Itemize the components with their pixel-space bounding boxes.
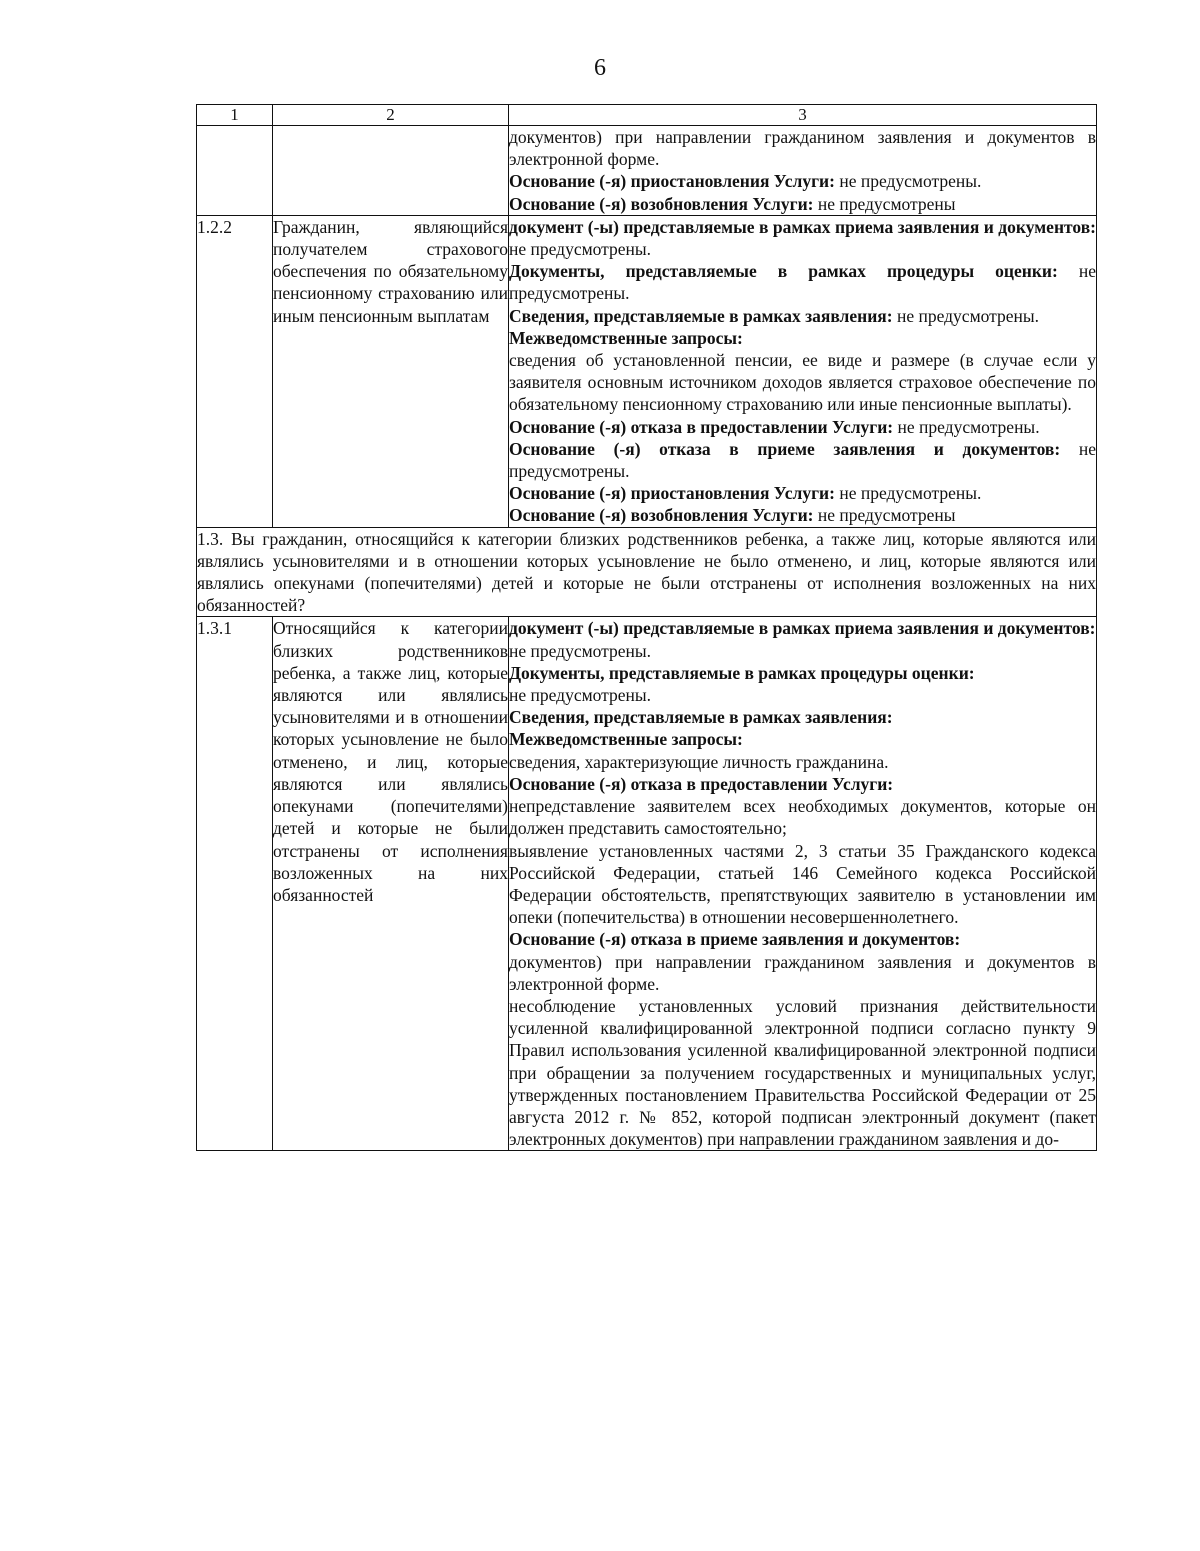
detail-paragraph: Документы, представляемые в рамках процедуры оценки: не предусмотрены. bbox=[509, 261, 1096, 304]
detail-paragraph: Основание (-я) возобновления Услуги: не предусмотрены bbox=[509, 505, 956, 526]
column-header-3: 3 bbox=[509, 105, 1097, 126]
detail-paragraph: выявление установленных частями 2, 3 статьи 35 Гражданского кодекса Российской Федерации, статьей 146 Семейного кодекса Российской Федерации обстоятельств, препятствующих заявителю в установлении им опеки (попечительства) в отношении несовершеннолетнего. bbox=[509, 840, 1096, 928]
page-number: 6 bbox=[594, 55, 606, 81]
detail-paragraph: Основание (-я) отказа в приеме заявления и документов: не предусмотрены. bbox=[509, 438, 1096, 482]
table-row-question-1-3 bbox=[197, 527, 1097, 617]
detail-paragraph: сведения, характеризующие личность гражданина. bbox=[509, 751, 889, 772]
table-row-1-3-1 bbox=[197, 617, 1097, 1151]
services-table bbox=[196, 104, 1097, 1151]
detail-paragraph: сведения об установленной пенсии, ее виде и размере (в случае если у заявителя основным источником доходов является страховое обеспечение по обязательному пенсионному страхованию или иные пенсионные выплаты). bbox=[509, 350, 1096, 415]
detail-paragraph: несоблюдение установленных условий признания действительности усиленной квалифицированной электронной подписи согласно пункту 9 Правил использования усиленной квалифицированной электронной подписи при обращении за получением государственных и муниципальных услуг, утвержденных постановлением Правительства Российской Федерации от 25 августа 2012 г. № 852, которой подписан электронный документ (пакет электронных документов) при направлении гражданином заявления и до- bbox=[509, 995, 1096, 1150]
detail-paragraph: Основание (-я) возобновления Услуги: не предусмотрены bbox=[509, 193, 956, 214]
row-category-cell: Гражданин, являющийся получателем страхового обеспечения по обязательному пенсионному страхованию или иным пенсионным выплатам bbox=[273, 215, 509, 527]
row-number-cell bbox=[197, 126, 273, 216]
table-row-1-2-2 bbox=[197, 215, 1097, 527]
detail-paragraph: непредставление заявителем всех необходимых документов, которые он должен представить самостоятельно; bbox=[509, 796, 1096, 839]
detail-paragraph: документ (-ы) представляемые в рамках приема заявления и документов: bbox=[509, 618, 1096, 639]
column-header-1: 1 bbox=[197, 105, 273, 126]
detail-paragraph: не предусмотрены. bbox=[509, 640, 652, 661]
row-details-cell bbox=[509, 617, 1097, 1151]
table-row-continuation bbox=[197, 126, 1097, 216]
row-number-cell: 1.3.1 bbox=[197, 617, 273, 1151]
row-category-cell bbox=[273, 126, 509, 216]
row-number-cell: 1.2.2 bbox=[197, 215, 273, 527]
detail-paragraph: Документы, представляемые в рамках процедуры оценки: bbox=[509, 662, 975, 683]
detail-paragraph: Межведомственные запросы: bbox=[509, 327, 743, 348]
detail-paragraph: Основание (-я) приостановления Услуги: не предусмотрены. bbox=[509, 171, 982, 192]
detail-paragraph: Основание (-я) отказа в приеме заявления и документов: bbox=[509, 929, 961, 950]
row-category-cell: Относящийся к категории близких родственников ребенка, а также лиц, которые являются или являлись усыновителями и в отношении которых усыновление не было отменено, и лиц, которые являются или являлись опекунами (попечителями) детей и которые не были отстранены от исполнения возложенных на них обязанностей bbox=[273, 617, 509, 1151]
detail-paragraph: документ (-ы) представляемые в рамках приема заявления и документов: не предусмотрены. bbox=[509, 216, 1096, 260]
detail-paragraph: Сведения, представляемые в рамках заявления: не предусмотрены. bbox=[509, 305, 1040, 326]
column-header-2: 2 bbox=[273, 105, 509, 126]
detail-paragraph: документов) при направлении гражданином заявления и документов в электронной форме. bbox=[509, 127, 1096, 170]
question-cell: 1.3. Вы гражданин, относящийся к категории близких родственников ребенка, а также лиц, которые являются или являлись усыновителями и в отношении которых усыновление не было отменено, и лиц, которые являются или являлись опекунами (попечителями) детей и которые не были отстранены от исполнения возложенных на них обязанностей? bbox=[197, 528, 1096, 616]
detail-paragraph: Основание (-я) приостановления Услуги: не предусмотрены. bbox=[509, 483, 982, 504]
detail-paragraph: Межведомственные запросы: bbox=[509, 729, 743, 750]
detail-paragraph: Сведения, представляемые в рамках заявления: bbox=[509, 707, 893, 728]
table-header-row bbox=[197, 105, 1097, 126]
detail-paragraph: не предусмотрены. bbox=[509, 685, 652, 706]
detail-paragraph: Основание (-я) отказа в предоставлении Услуги: не предусмотрены. bbox=[509, 416, 1040, 437]
detail-paragraph: документов) при направлении гражданином заявления и документов в электронной форме. bbox=[509, 951, 1096, 994]
row-details-cell bbox=[509, 215, 1097, 527]
row-details-cell bbox=[509, 126, 1097, 216]
detail-paragraph: Основание (-я) отказа в предоставлении Услуги: bbox=[509, 773, 894, 794]
